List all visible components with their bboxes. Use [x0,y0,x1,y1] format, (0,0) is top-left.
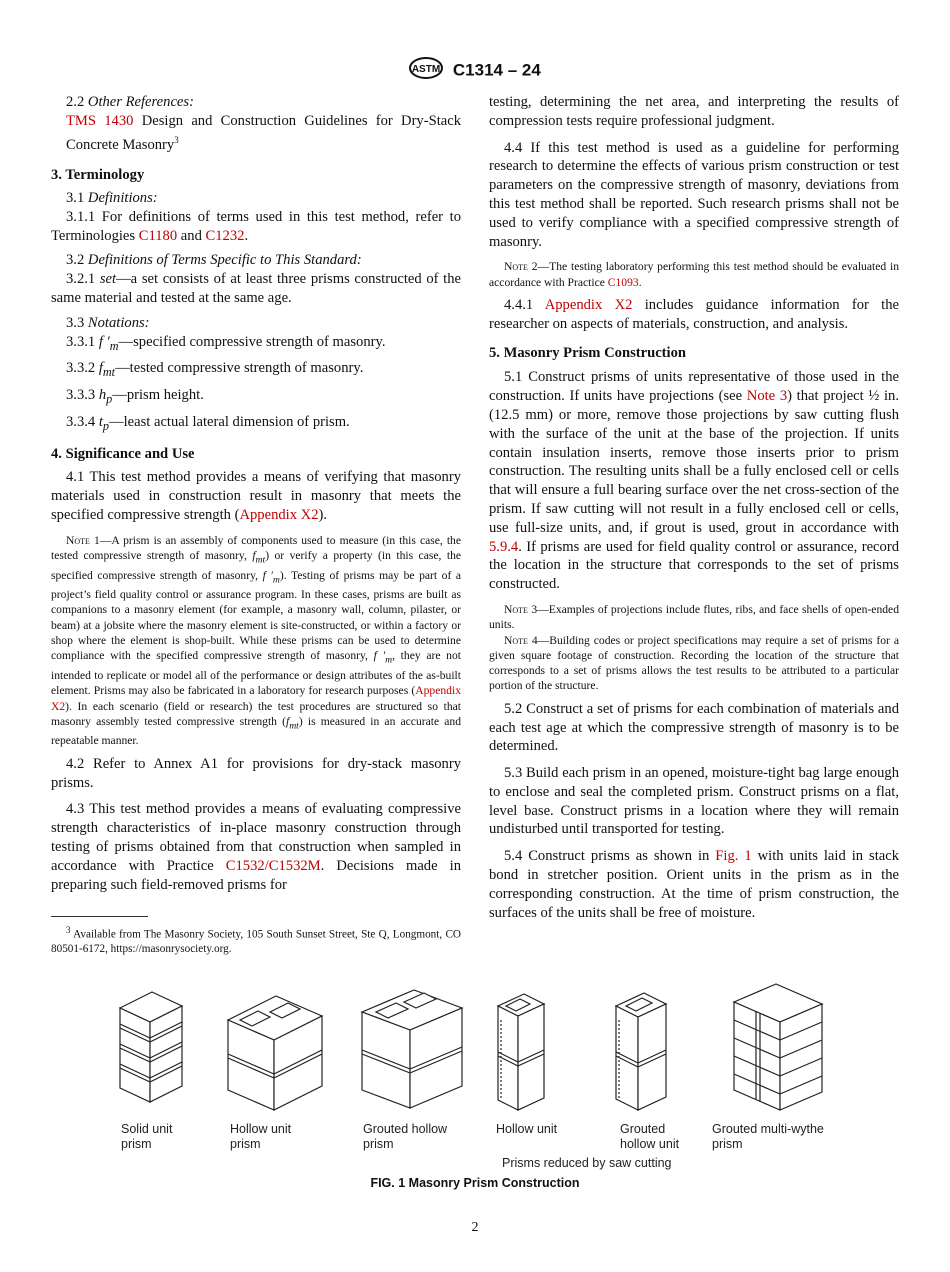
section-5-3: 5.3 Build each prism in an opened, moisture-tight bag large enough to enclose and seal the completed prism. Construct prisms on a flat, level base. Construct prisms in a location where they will remain undisturbed until transported for testing. [489,765,899,838]
section-4-4: 4.4 If this test method is used as a guideline for performing research to determine the effects of various prism construction or test parameters on the compressive strength of masonry, deviations from this test method shall be reported. Such research prisms shall not be used to verify compliance with a specified compressive strength of masonry. [489,139,899,250]
left-column [51,93,461,957]
section-3-3: 3.3 Notations: [66,314,150,331]
grouted-multi-wythe-prism-drawing [734,984,822,1110]
section-5-heading: 5. Masonry Prism Construction [489,344,687,361]
note-3-link[interactable]: Note 3 [746,388,788,405]
note-2: Note 2—The testing laboratory performing this test method should be evaluated in accordance with Practice C1093. [489,260,899,289]
footnote-3: $^3$ Available from The Masonry Society, 105 South Sunset Street, Ste Q, Longmont, CO 80501-6172, https://masonrysociety.org. [51,925,461,956]
astm-logo-text: ASTM [412,64,441,75]
section-3-1-1: 3.1.1 For definitions of terms used in this test method, refer to Terminologies C1180 and C1232. [51,208,461,244]
section-3-3-3: 3.3.3 $h_p—prism$ height. [66,387,204,406]
section-4-4-1: 4.4.1 Appendix X2 includes guidance information for the researcher on aspects of materials, construction, and analysis. [489,296,900,332]
note-1-link[interactable]: Appendix X2 [239,506,319,523]
section-3-3-2: 3.3.2 $f_{mt}—tested$ compressive strength of masonry. [66,360,364,380]
standard-designation: C1314 – 24 [452,60,541,80]
section-5-1: 5.1 Construct prisms of units representative of those used in the construction. If units have projections (see Note 3) that project ½ in. (12.5 mm) or more, remove those projections by saw cutting flush with the surface of the unit at the base of the projection. If units contain insulation inserts, remove those inserts prior to prism construction. The resulting units shall be a fully enclosed cell or cells that will ensure a full bearing surface over the net cross-section of the prism. If saw cutting will not result in a fully enclosed cell or cells, use full-size units, and, if grout is used, grout in accordance with 5.9.4. If prisms are used for field quality control or assurance, record the location in the structure that corresponds to the set of prisms constructed. [489,369,899,593]
c1532-link[interactable]: C1532/C1532M [225,857,321,874]
c1232-link[interactable]: C1232 [205,227,245,244]
right-column [489,93,899,922]
page-header [0,57,950,84]
note-4: Note 4—Building codes or project specifications may require a set of prisms for a given square footage of construction. Recording the location of the structure that corresponds to a set of prisms allows the test results to be attributed to a particular portion of the structure. [489,633,899,693]
section-5-2: 5.2 Construct a set of prisms for each combination of materials and each test age at which the compressive strength of masonry is to be determined. [489,700,899,755]
appendix-x2-link[interactable]: Appendix X2 [51,684,461,713]
hollow-unit-reduced-drawing [498,994,544,1110]
solid-unit-prism-drawing [120,992,182,1102]
section-4-3-continued: testing, determining the net area, and interpreting the results of compression tests require professional judgment. [489,94,899,129]
c1180-link[interactable]: C1180 [138,227,178,244]
section-4-heading: 4. Significance and Use [51,446,195,463]
label-grouted-hollow-unit: Grouted hollow unit [620,1122,680,1151]
section-3-3-4: 3.3.4 $t_p—least$ actual lateral dimension of prism. [66,413,350,433]
footnote-rule [51,916,148,917]
section-3-1: 3.1 Definitions: [66,190,158,207]
tms-1430-link[interactable]: TMS 1430 [66,112,134,129]
label-solid-unit-prism: Solid unit prism [121,1122,173,1151]
section-3-2: 3.2 Definitions of Terms Specific to This Standard: [66,252,362,269]
page-number: 2 [471,1220,479,1235]
astm-logo-icon [409,57,443,84]
label-hollow-unit-prism: Hollow unit prism [230,1122,292,1151]
figure-caption: FIG. 1 Masonry Prism Construction [370,1176,580,1190]
fig-1-link[interactable]: Fig. 1 [715,848,752,865]
section-4-3: 4.3 This test method provides a means of evaluating compressive strength characteristics of in-place masonry construction through testing of prisms obtained from that construction when sampled in accordance with Practice C1532/C1532M. Decisions made in preparing such field-removed prisms for [51,801,461,893]
label-hollow-unit: Hollow unit [496,1122,558,1136]
tms-reference: TMS 1430 Design and Construction Guidelines for Dry-Stack Concrete Masonry$^3$ [66,112,462,153]
note-1: Note 1—A prism is an assembly of components used to measure (in this case, the tested compressive strength of masonry, $f_{mt}$) or verify a property (in this case, the specified compressive strength of masonry, f $'_m$). Testing of prisms may be part of a project’s field quality control or assurance program. In these cases, prisms are built as companions to a masonry element (for example, a masonry wall, column, pilaster, or beam) at a jobsite where the masonry element is site-constructed, or within a factory or shop where the element is shop-built. While these prisms can be used to determine compliance with the specified compressive strength of masonry, f $'_m$, they are not intended to replicate or model all of the performance or design attributes of the as-built element. Prisms may also be fabricated in a laboratory for research purposes (Appendix X2). In each scenario (field or research) the test procedures are structured so that masonry assembly tested compressive strength $(f_{mt})$ is measured in an accurate and repeatable manner. [51,533,462,748]
label-grouted-multi-wythe-prism: Grouted multi-wythe prism [712,1122,824,1151]
section-5-4: 5.4 Construct prisms as shown in Fig. 1 with units laid in stack bond in stretcher position. Orient units in the prism as in the corresponding construction. At the time of prism construction, the surfaces of the units shall be free of moisture. [489,848,899,921]
prism-drawings [100,980,860,1125]
section-3-3-1: 3.3.1 f $'_m—specified$ compressive strength of masonry. [66,333,386,353]
section-4-2: 4.2 Refer to Annex A1 for provisions for dry-stack masonry prisms. [51,755,461,791]
appendix-x2-link-2[interactable]: Appendix X2 [544,296,633,313]
note-3: Note 3—Examples of projections include flutes, ribs, and face shells of open-ended units. [489,602,899,632]
section-4-1: 4.1 This test method provides a means of verifying that masonry materials used in construction result in masonry that meets the specified compressive strength (Appendix X2). [51,469,461,523]
grouted-hollow-unit-drawing [616,993,666,1110]
label-grouted-hollow-prism: Grouted hollow prism [363,1122,448,1151]
label-prisms-reduced: Prisms reduced by saw cutting [502,1156,672,1170]
section-3-2-1: 3.2.1 set—a set consists of at least three prisms constructed of the same material and tested at the same age. [51,271,461,307]
grouted-hollow-prism-drawing [362,990,462,1108]
figure-1 [100,980,860,1180]
section-2-2: 2.2 Other References: [66,94,194,110]
section-3-heading: 3. Terminology [51,167,145,184]
c1093-link[interactable]: C1093 [607,275,639,289]
section-5-9-4-link[interactable]: 5.9.4 [489,538,519,555]
hollow-unit-prism-drawing [228,996,322,1110]
